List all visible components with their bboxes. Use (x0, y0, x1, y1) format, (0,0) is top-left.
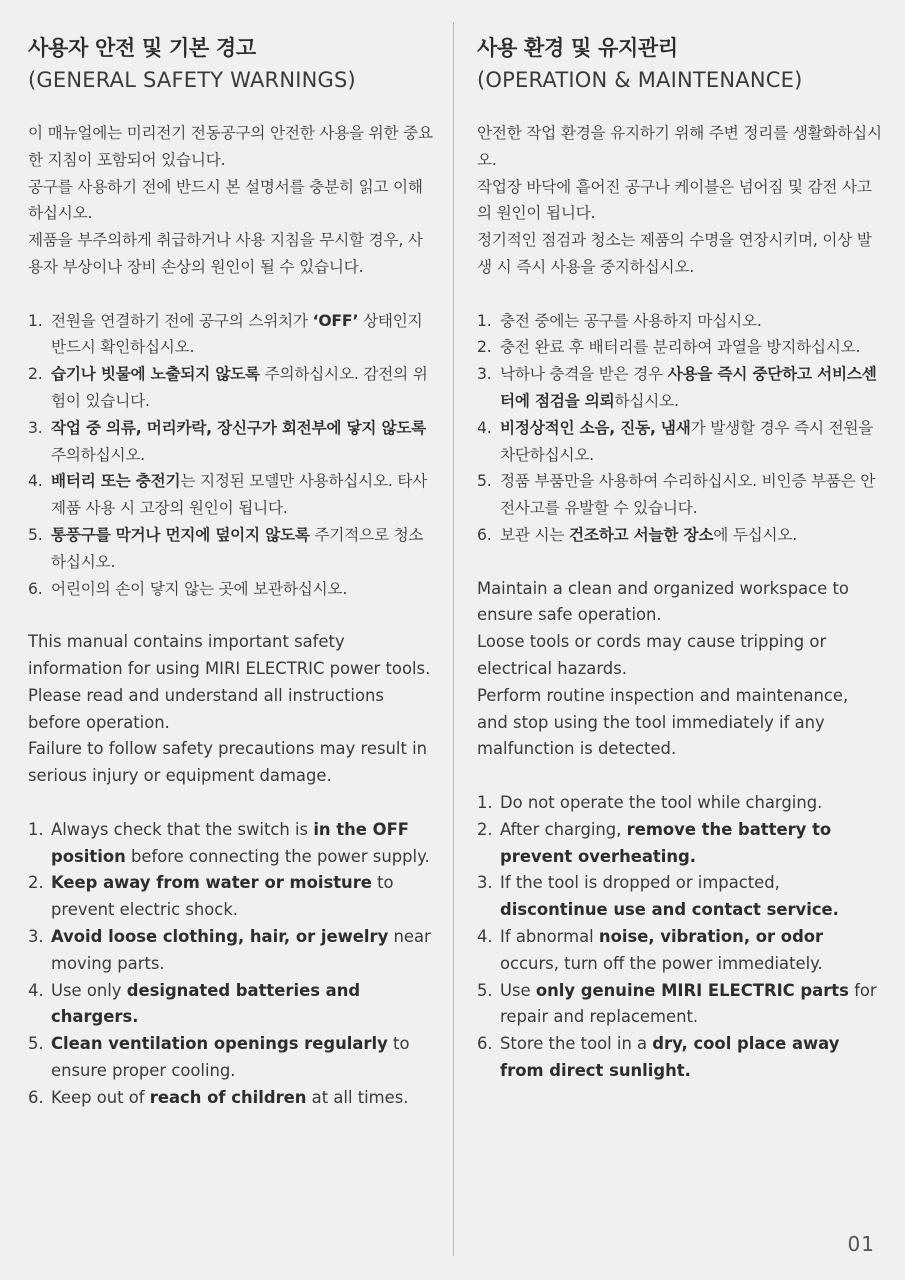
list-item (477, 870, 882, 924)
item-text: to prevent electric shock. (51, 873, 394, 920)
item-text: 전원을 연결하기 전에 공구의 스위치가 (51, 311, 313, 330)
list-item (28, 924, 433, 978)
list-number: 1. (477, 792, 493, 812)
item-text: If the tool is dropped or impacted, (500, 873, 780, 893)
item-text: 충전 중에는 공구를 사용하지 마십시오. (500, 311, 762, 330)
list-item (477, 361, 882, 415)
list-item (477, 334, 882, 361)
list-item (28, 1085, 433, 1112)
list-item (477, 522, 882, 549)
item-text: 보관 시는 (500, 525, 569, 544)
item-text: near moving parts. (51, 926, 431, 973)
list-item (477, 924, 882, 978)
item-text: for repair and replacement. (500, 980, 877, 1027)
item-text: Use (500, 980, 536, 1000)
item-emphasis: reach of children (149, 1087, 307, 1107)
maintenance-list-english (477, 790, 882, 1085)
list-number: 2. (477, 819, 493, 839)
section-title-english: (GENERAL SAFETY WARNINGS) (28, 68, 356, 92)
list-number: 5. (477, 472, 492, 491)
list-number: 1. (28, 819, 44, 839)
list-item (28, 870, 433, 924)
list-item (28, 1031, 433, 1085)
item-text: 상태인지 반드시 확인하십시오. (51, 311, 423, 357)
item-emphasis: only genuine MIRI ELECTRIC parts (535, 980, 849, 1000)
list-item (28, 308, 433, 362)
list-number: 5. (477, 980, 493, 1000)
list-number: 3. (477, 873, 493, 893)
paragraph-line: 작업장 바닥에 흩어진 공구나 케이블은 넘어짐 및 감전 사고의 원인이 됩니다. (477, 177, 872, 223)
item-text: 에 두십시오. (713, 525, 798, 544)
list-number: 3. (28, 926, 44, 946)
item-text: 어린이의 손이 닿지 않는 곳에 보관하십시오. (51, 579, 348, 598)
item-emphasis: noise, vibration, or odor (598, 926, 824, 946)
intro-korean (28, 120, 433, 281)
item-emphasis: Clean ventilation openings regularly (51, 1034, 388, 1054)
right-column (477, 32, 882, 1085)
list-item (28, 415, 433, 469)
item-emphasis: Keep away from water or moisture (51, 873, 372, 893)
item-text: at all times. (306, 1087, 409, 1107)
list-number: 6. (28, 579, 43, 598)
item-emphasis: dry, cool place away from direct sunlight. (500, 1034, 840, 1080)
item-text: 주의하십시오. (51, 445, 145, 464)
item-emphasis: discontinue use and contact service. (500, 900, 839, 920)
item-text: 가 발생할 경우 즉시 전원을 차단하십시오. (500, 418, 874, 464)
list-item (477, 790, 882, 817)
list-item (28, 576, 433, 603)
item-emphasis: 습기나 빗물에 노출되지 않도록 (51, 365, 260, 384)
list-item (477, 415, 882, 469)
list-number: 4. (477, 418, 492, 437)
paragraph-line: Maintain a clean and organized workspace to ensure safe operation. (477, 578, 849, 625)
intro-korean (477, 120, 882, 281)
list-number: 3. (28, 418, 43, 437)
list-number: 4. (28, 980, 44, 1000)
item-emphasis: 배터리 또는 충전기 (51, 472, 181, 491)
item-emphasis: 작업 중 의류, 머리카락, 장신구가 회전부에 닿지 않도록 (51, 418, 427, 437)
paragraph-line: Perform routine inspection and maintenance, and stop using the tool immediately if any malfunction is detected. (477, 685, 849, 759)
paragraph-line: Please read and understand all instructions before operation. (28, 685, 384, 732)
maintenance-list-korean (477, 308, 882, 549)
list-item (477, 817, 882, 871)
item-emphasis: 비정상적인 소음, 진동, 냄새 (500, 418, 691, 437)
list-item (477, 1031, 882, 1085)
list-item (28, 468, 433, 522)
item-text: 주기적으로 청소하십시오. (51, 525, 424, 571)
paragraph-line: 공구를 사용하기 전에 반드시 본 설명서를 충분히 읽고 이해하십시오. (28, 177, 423, 223)
item-text: Always check that the switch is (51, 819, 314, 839)
warning-list-english (28, 817, 433, 1112)
item-text: 정품 부품만을 사용하여 수리하십시오. 비인증 부품은 안전사고를 유발할 수 있습니다. (500, 472, 876, 518)
item-emphasis: in the OFF position (51, 819, 409, 866)
item-text: If abnormal (500, 926, 599, 946)
list-item (28, 361, 433, 415)
list-number: 4. (477, 926, 493, 946)
list-item (477, 978, 882, 1032)
page-number: 01 (847, 1232, 875, 1256)
paragraph-line: 정기적인 점검과 청소는 제품의 수명을 연장시키며, 이상 발생 시 즉시 사용을 중지하십시오. (477, 231, 872, 276)
item-emphasis: designated batteries and chargers. (51, 980, 361, 1027)
item-text: Use only (51, 980, 127, 1000)
list-number: 3. (477, 365, 492, 384)
paragraph-line: This manual contains important safety information for using MIRI ELECTRIC power tools. (28, 632, 431, 678)
list-number: 5. (28, 1034, 44, 1054)
section-title-korean: 사용자 안전 및 기본 경고 (28, 36, 256, 60)
list-item (28, 522, 433, 576)
section-title-korean: 사용 환경 및 유지관리 (477, 36, 678, 60)
item-text: Keep out of (51, 1087, 150, 1107)
item-text: to ensure proper cooling. (51, 1034, 410, 1080)
list-number: 6. (477, 525, 492, 544)
paragraph-line: 이 매뉴얼에는 미리전기 전동공구의 안전한 사용을 위한 중요한 지침이 포함되어 있습니다. (28, 124, 433, 169)
item-text: Do not operate the tool while charging. (500, 792, 823, 812)
left-column (28, 32, 433, 1111)
item-text: After charging, (500, 819, 627, 839)
list-number: 2. (28, 873, 44, 893)
paragraph-line: 안전한 작업 환경을 유지하기 위해 주변 정리를 생활화하십시오. (477, 124, 882, 169)
item-text: Store the tool in a (500, 1034, 653, 1054)
list-number: 1. (28, 311, 43, 330)
item-text: 주의하십시오. 감전의 위험이 있습니다. (51, 365, 428, 410)
paragraph-line: Loose tools or cords may cause tripping or electrical hazards. (477, 632, 827, 678)
item-emphasis: 통풍구를 막거나 먼지에 덮이지 않도록 (51, 525, 310, 544)
item-text: before connecting the power supply. (125, 846, 430, 866)
list-number: 5. (28, 525, 43, 544)
item-emphasis: 사용을 즉시 중단하고 서비스센터에 점검을 의뢰 (500, 365, 877, 410)
list-number: 2. (28, 365, 43, 384)
list-number: 4. (28, 472, 43, 491)
item-emphasis: Avoid loose clothing, hair, or jewelry (51, 926, 389, 946)
paragraph-line: Failure to follow safety precautions may result in serious injury or equipment damage. (28, 739, 428, 786)
paragraph-line: 제품을 부주의하게 취급하거나 사용 지침을 무시할 경우, 사용자 부상이나 장비 손상의 원인이 될 수 있습니다. (28, 231, 423, 276)
list-item (28, 978, 433, 1032)
item-text: 는 지정된 모델만 사용하십시오. 타사 제품 사용 시 고장의 원인이 됩니다. (51, 472, 428, 518)
item-text: occurs, turn off the power immediately. (500, 953, 823, 973)
list-item (477, 468, 882, 522)
item-emphasis: ‘OFF’ (312, 311, 359, 330)
item-text: 하십시오. (614, 391, 679, 410)
list-number: 6. (28, 1087, 44, 1107)
item-emphasis: remove the battery to prevent overheating. (500, 819, 832, 866)
column-divider (453, 22, 454, 1256)
item-emphasis: 건조하고 서늘한 장소 (568, 525, 714, 544)
intro-english (477, 576, 882, 764)
intro-english (28, 629, 433, 790)
warning-list-korean (28, 308, 433, 603)
list-item (28, 817, 433, 871)
section-title-english: (OPERATION & MAINTENANCE) (477, 68, 803, 92)
item-text: 충전 완료 후 배터리를 분리하여 과열을 방지하십시오. (500, 338, 861, 357)
list-number: 6. (477, 1034, 493, 1054)
list-item (477, 308, 882, 335)
list-number: 1. (477, 311, 492, 330)
list-number: 2. (477, 338, 492, 357)
item-text: 낙하나 충격을 받은 경우 (500, 365, 668, 384)
